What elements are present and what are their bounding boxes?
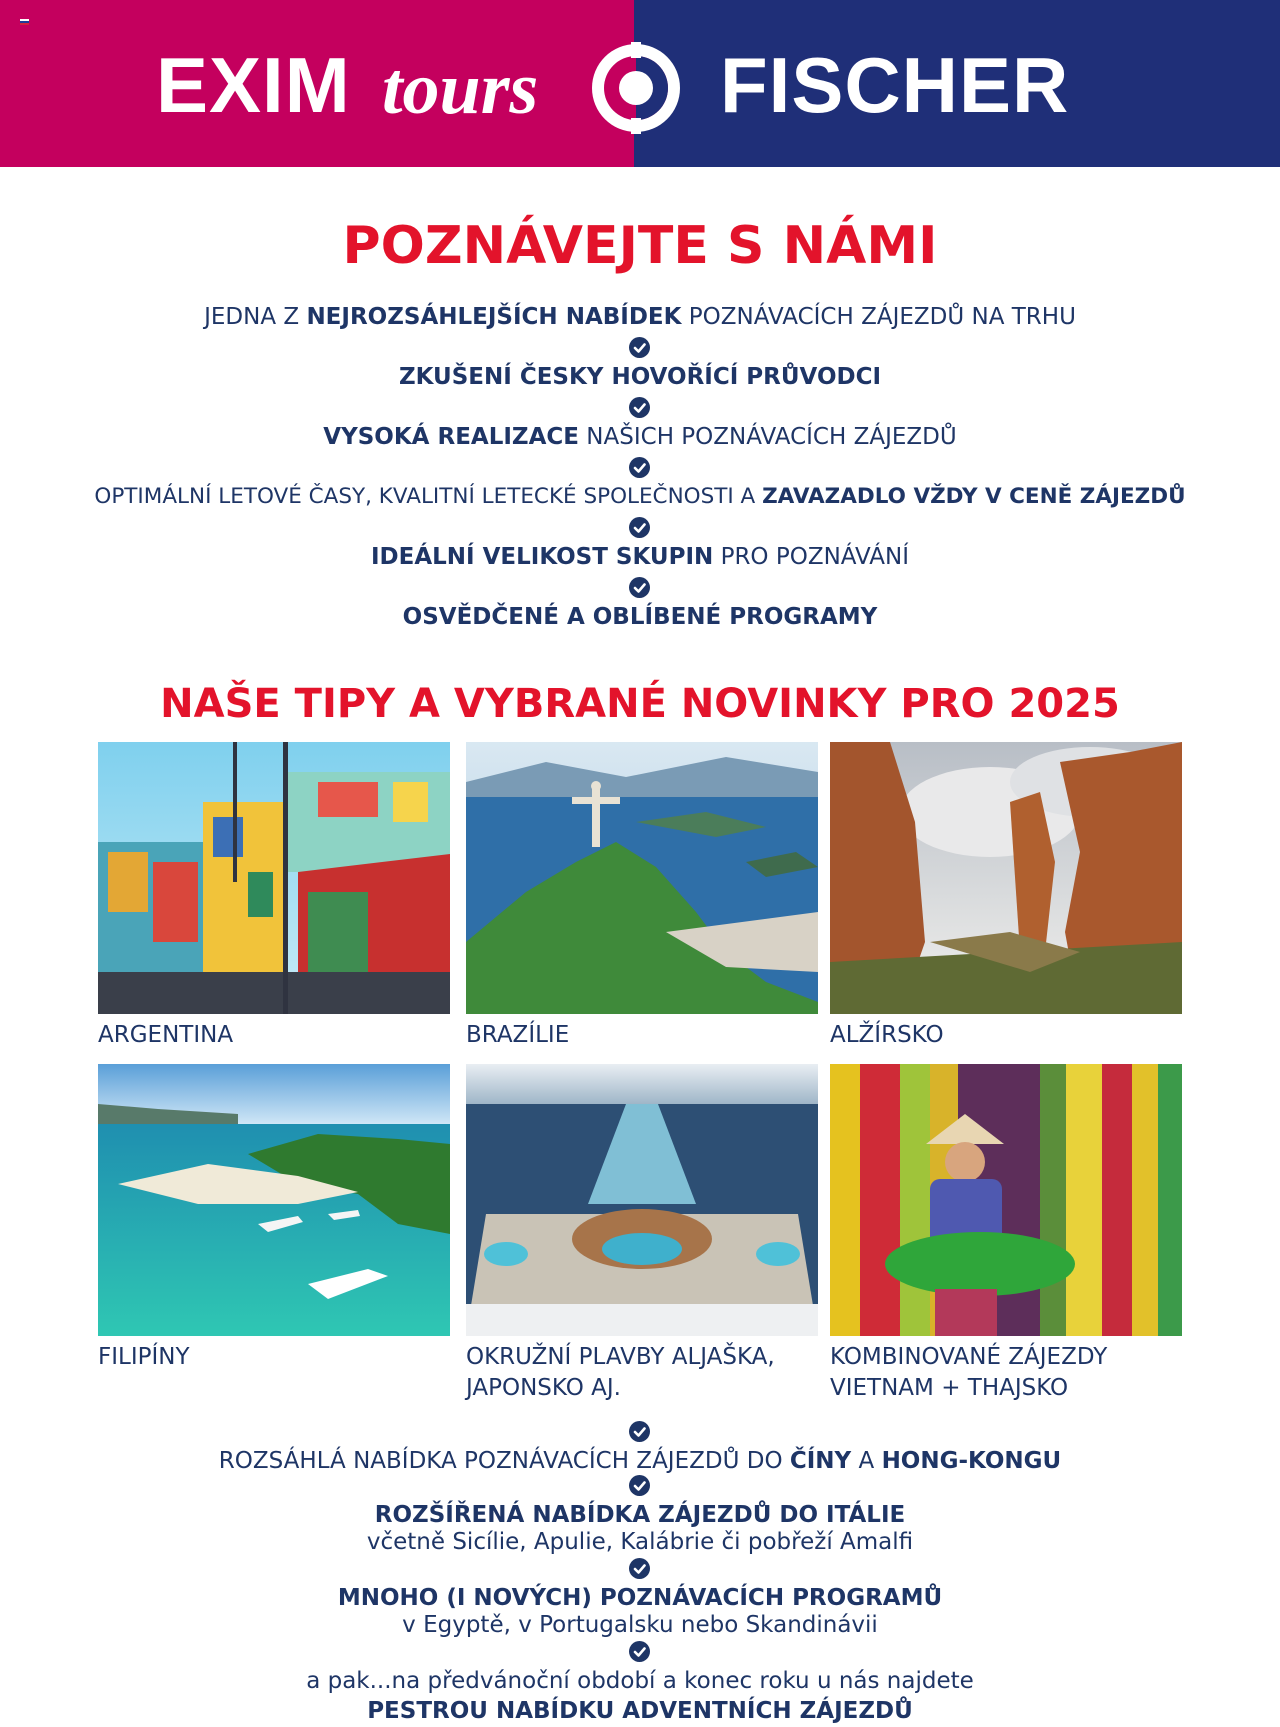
photo-vietnam-thajsko[interactable]	[830, 1064, 1182, 1336]
photo-brazilie[interactable]	[466, 742, 818, 1014]
caption-okruzni-plavby: OKRUŽNÍ PLAVBY ALJAŠKA, JAPONSKO AJ.	[466, 1344, 775, 1401]
check-icon	[629, 1641, 650, 1662]
check-icon	[629, 1558, 650, 1579]
intro-line-3: VYSOKÁ REALIZACE NAŠICH POZNÁVACÍCH ZÁJEZDŮ	[323, 424, 957, 450]
check-icon	[629, 337, 650, 358]
caption-brazilie: BRAZÍLIE	[466, 1022, 570, 1048]
check-icon	[629, 517, 650, 538]
italy-title: ROZŠÍŘENÁ NABÍDKA ZÁJEZDŮ DO ITÁLIE	[374, 1502, 906, 1528]
intro-line-1: JEDNA Z NEJROZSÁHLEJŠÍCH NABÍDEK POZNÁVACÍCH ZÁJEZDŮ NA TRHU	[204, 304, 1076, 330]
intro-line-2: ZKUŠENÍ ČESKY HOVOŘÍCÍ PRŮVODCI	[398, 364, 882, 390]
advent-title: PESTROU NABÍDKU ADVENTNÍCH ZÁJEZDŮ	[367, 1698, 913, 1724]
caption-argentina: ARGENTINA	[98, 1022, 234, 1048]
tips-title: NAŠE TIPY A VYBRANÉ NOVINKY PRO 2025	[160, 681, 1120, 727]
logo-fischer-text: FISCHER	[720, 41, 1070, 129]
intro-line-4: OPTIMÁLNÍ LETOVÉ ČASY, KVALITNÍ LETECKÉ SPOLEČNOSTI A ZAVAZADLO VŽDY V CENĚ ZÁJEZDŮ	[94, 484, 1186, 509]
caption-vietnam-thajsko: KOMBINOVANÉ ZÁJEZDY VIETNAM + THAJSKO	[830, 1344, 1108, 1401]
intro-title: POZNÁVEJTE S NÁMI	[342, 216, 938, 276]
programs-sub: v Egyptě, v Portugalsku nebo Skandinávii	[402, 1612, 878, 1638]
check-icon	[629, 1475, 650, 1496]
italy-sub: včetně Sicílie, Apulie, Kalábrie či pobřeží Amalfi	[366, 1529, 914, 1555]
check-icon	[629, 457, 650, 478]
intro-line-6: OSVĚDČENÉ A OBLÍBENÉ PROGRAMY	[402, 604, 878, 630]
logo-circle-icon	[586, 38, 686, 138]
brand-header	[0, 0, 1280, 167]
check-icon	[629, 1421, 650, 1442]
photo-alzirsko[interactable]	[830, 742, 1182, 1014]
programs-title: MNOHO (I NOVÝCH) POZNÁVACÍCH PROGRAMŮ	[337, 1585, 943, 1611]
intro-line-5: IDEÁLNÍ VELIKOST SKUPIN PRO POZNÁVÁNÍ	[370, 544, 910, 570]
photo-argentina[interactable]	[98, 742, 450, 1014]
check-icon	[629, 577, 650, 598]
logo-exim-text: EXIM	[156, 41, 351, 129]
caption-alzirsko: ALŽÍRSKO	[830, 1022, 944, 1048]
china-line: ROZSÁHLÁ NABÍDKA POZNÁVACÍCH ZÁJEZDŮ DO ČÍNY A HONG-KONGU	[218, 1448, 1062, 1474]
logo-tours-text: tours	[382, 48, 539, 130]
photo-filipiny[interactable]	[98, 1064, 450, 1336]
language-flag-icon[interactable]	[20, 19, 29, 25]
advent-sub: a pak...na předvánoční období a konec roku u nás najdete	[306, 1668, 974, 1694]
photo-okruzni-plavby[interactable]	[466, 1064, 818, 1336]
check-icon	[629, 397, 650, 418]
caption-filipiny: FILIPÍNY	[98, 1344, 190, 1370]
